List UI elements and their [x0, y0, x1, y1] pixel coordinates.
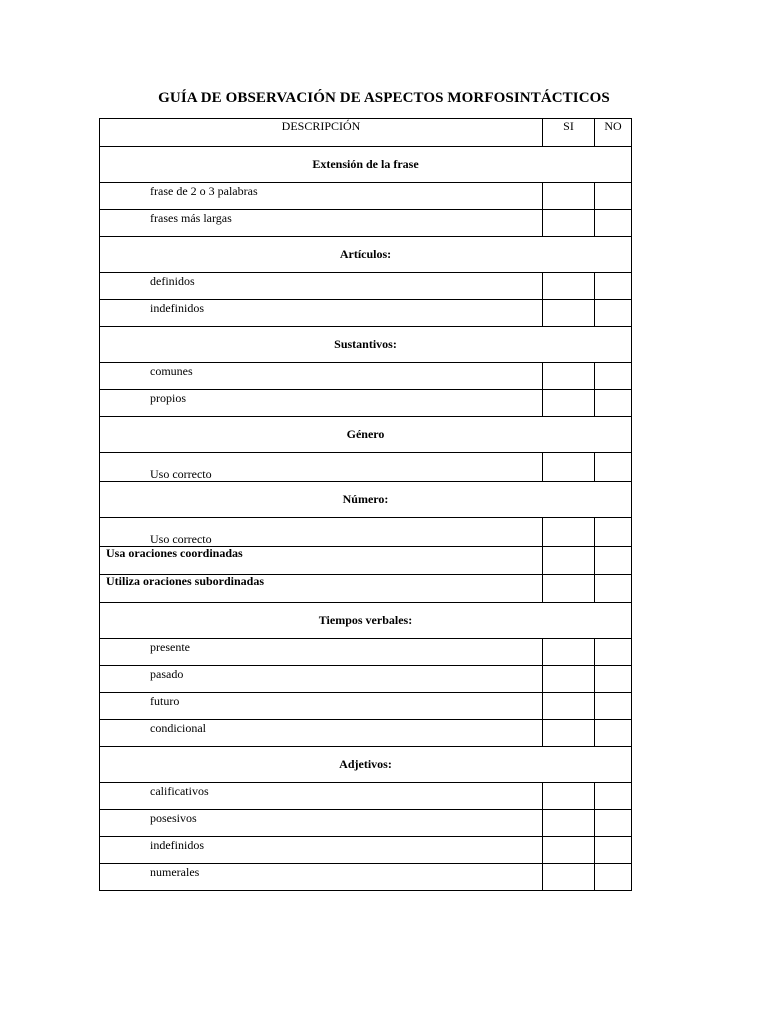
item-label: indefinidos — [100, 300, 543, 327]
si-checkbox-cell[interactable] — [543, 639, 595, 666]
section-label: Sustantivos: — [100, 327, 632, 363]
item-label: Utiliza oraciones subordinadas — [100, 575, 543, 603]
item-label: Uso correcto — [100, 453, 543, 482]
si-checkbox-cell[interactable] — [543, 864, 595, 891]
si-checkbox-cell[interactable] — [543, 300, 595, 327]
no-checkbox-cell[interactable] — [595, 575, 632, 603]
table-row — [100, 693, 632, 720]
table-row — [100, 210, 632, 237]
table-row — [100, 183, 632, 210]
item-label: frase de 2 o 3 palabras — [100, 183, 543, 210]
si-checkbox-cell[interactable] — [543, 183, 595, 210]
table-row — [100, 300, 632, 327]
section-row-numero — [100, 482, 632, 518]
table-row — [100, 453, 632, 482]
no-checkbox-cell[interactable] — [595, 720, 632, 747]
table-header-row — [100, 119, 632, 147]
item-label: propios — [100, 390, 543, 417]
si-checkbox-cell[interactable] — [543, 575, 595, 603]
no-checkbox-cell[interactable] — [595, 273, 632, 300]
section-label: Adjetivos: — [100, 747, 632, 783]
item-label: futuro — [100, 693, 543, 720]
si-checkbox-cell[interactable] — [543, 363, 595, 390]
si-checkbox-cell[interactable] — [543, 518, 595, 547]
no-checkbox-cell[interactable] — [595, 639, 632, 666]
section-row-genero — [100, 417, 632, 453]
table-row — [100, 837, 632, 864]
si-column-header: SI — [543, 119, 595, 147]
si-checkbox-cell[interactable] — [543, 210, 595, 237]
table-row — [100, 363, 632, 390]
table-row — [100, 783, 632, 810]
no-checkbox-cell[interactable] — [595, 666, 632, 693]
section-row-tiempos-verbales — [100, 603, 632, 639]
si-checkbox-cell[interactable] — [543, 666, 595, 693]
no-checkbox-cell[interactable] — [595, 453, 632, 482]
table-row — [100, 720, 632, 747]
no-checkbox-cell[interactable] — [595, 390, 632, 417]
section-row-sustantivos — [100, 327, 632, 363]
section-label: Género — [100, 417, 632, 453]
no-checkbox-cell[interactable] — [595, 783, 632, 810]
item-label: indefinidos — [100, 837, 543, 864]
item-label: frases más largas — [100, 210, 543, 237]
item-label: posesivos — [100, 810, 543, 837]
si-checkbox-cell[interactable] — [543, 390, 595, 417]
si-checkbox-cell[interactable] — [543, 453, 595, 482]
no-checkbox-cell[interactable] — [595, 810, 632, 837]
no-checkbox-cell[interactable] — [595, 547, 632, 575]
si-checkbox-cell[interactable] — [543, 547, 595, 575]
no-checkbox-cell[interactable] — [595, 837, 632, 864]
si-checkbox-cell[interactable] — [543, 783, 595, 810]
section-row-articulos — [100, 237, 632, 273]
no-checkbox-cell[interactable] — [595, 518, 632, 547]
section-label: Artículos: — [100, 237, 632, 273]
table-row — [100, 864, 632, 891]
document-title: GUÍA DE OBSERVACIÓN DE ASPECTOS MORFOSINTÁCTICOS — [158, 90, 610, 106]
item-label: Usa oraciones coordinadas — [100, 547, 543, 575]
table-row — [100, 390, 632, 417]
table-row — [100, 639, 632, 666]
si-checkbox-cell[interactable] — [543, 693, 595, 720]
no-checkbox-cell[interactable] — [595, 300, 632, 327]
item-label: condicional — [100, 720, 543, 747]
table-row — [100, 547, 632, 575]
item-label: Uso correcto — [100, 518, 543, 547]
item-label: calificativos — [100, 783, 543, 810]
section-label: Tiempos verbales: — [100, 603, 632, 639]
item-label: presente — [100, 639, 543, 666]
item-label: comunes — [100, 363, 543, 390]
table-row — [100, 273, 632, 300]
no-checkbox-cell[interactable] — [595, 864, 632, 891]
si-checkbox-cell[interactable] — [543, 273, 595, 300]
section-label: Extensión de la frase — [100, 147, 632, 183]
table-row — [100, 575, 632, 603]
si-checkbox-cell[interactable] — [543, 720, 595, 747]
observation-table — [99, 118, 632, 891]
section-row-adjetivos — [100, 747, 632, 783]
item-label: definidos — [100, 273, 543, 300]
description-column-header: DESCRIPCIÓN — [100, 119, 543, 147]
si-checkbox-cell[interactable] — [543, 810, 595, 837]
table-row — [100, 666, 632, 693]
no-checkbox-cell[interactable] — [595, 183, 632, 210]
table-row — [100, 518, 632, 547]
section-label: Número: — [100, 482, 632, 518]
no-checkbox-cell[interactable] — [595, 210, 632, 237]
no-checkbox-cell[interactable] — [595, 693, 632, 720]
item-label: numerales — [100, 864, 543, 891]
section-row-extension — [100, 147, 632, 183]
no-checkbox-cell[interactable] — [595, 363, 632, 390]
item-label: pasado — [100, 666, 543, 693]
table-row — [100, 810, 632, 837]
si-checkbox-cell[interactable] — [543, 837, 595, 864]
no-column-header: NO — [595, 119, 632, 147]
